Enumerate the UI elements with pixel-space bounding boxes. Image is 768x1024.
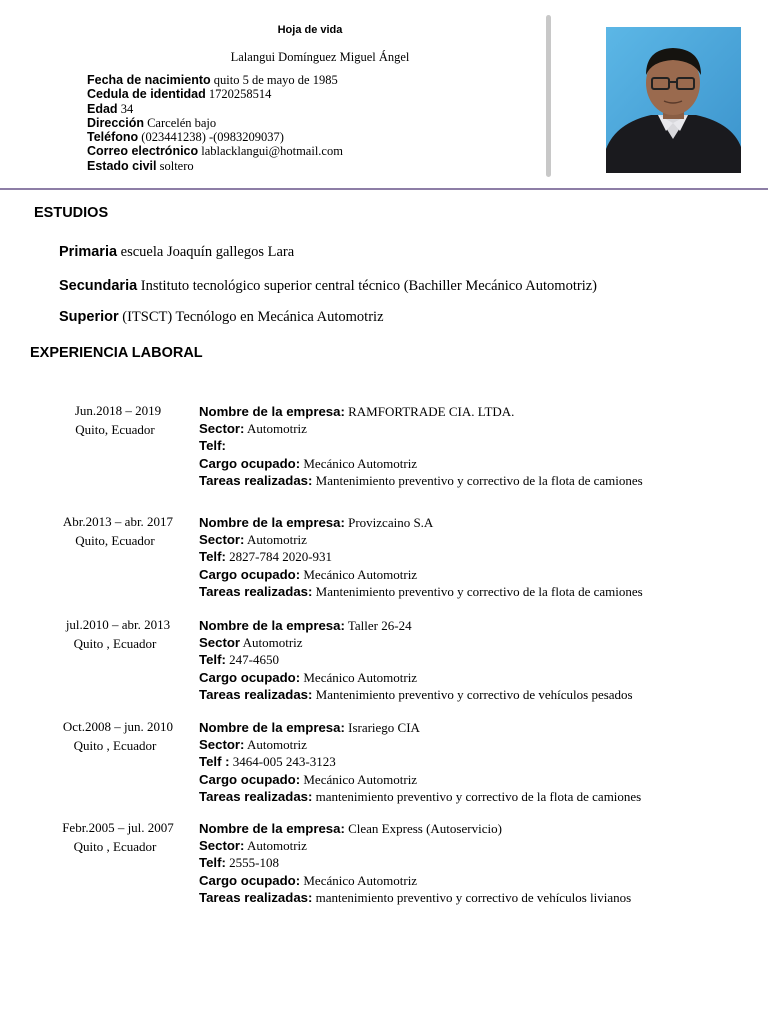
- job-phone: [199, 548, 643, 565]
- job-field-value: mantenimiento preventivo y correctivo de la flota de camiones: [315, 788, 642, 804]
- info-label: Dirección: [87, 115, 144, 130]
- job-company: [199, 514, 643, 531]
- job-field-value: Provizcaino S.A: [348, 515, 434, 530]
- job-dates: Febr.2005 – jul. 2007: [62, 820, 174, 835]
- job-fields: [199, 719, 641, 805]
- job-position: [199, 566, 643, 583]
- job-field-label: Nombre de la empresa:: [199, 618, 345, 633]
- job-field-label: Cargo ocupado:: [199, 669, 301, 685]
- job-field-value: Mantenimiento preventivo y correctivo de la flota de camiones: [315, 472, 643, 488]
- job-field-value: Mecánico Automotriz: [303, 771, 418, 787]
- study-label: Secundaria: [59, 278, 138, 294]
- job-company: [199, 719, 641, 736]
- study-value: (ITSCT) Tecnólogo en Mecánica Automotriz: [122, 309, 384, 325]
- job-field-label: Tareas realizadas:: [199, 583, 313, 599]
- job-dates: Jun.2018 – 2019: [74, 403, 162, 418]
- job-field-label: Cargo ocupado:: [199, 566, 301, 582]
- job-company: [199, 617, 633, 634]
- job-field-value: Mecánico Automotriz: [303, 566, 418, 582]
- info-label: Teléfono: [87, 130, 139, 145]
- job-field-value: 247-4650: [229, 652, 279, 668]
- job-field-label: Cargo ocupado:: [199, 771, 301, 787]
- info-row-id: [87, 87, 343, 101]
- job-field-value: 2555-108: [229, 855, 279, 871]
- job-field-label: Cargo ocupado:: [199, 872, 301, 888]
- person-name: Lalangui Domínguez Miguel Ángel: [230, 50, 410, 64]
- job-field-value: Automotriz: [246, 737, 307, 753]
- profile-photo: [606, 27, 741, 173]
- job-field-label: Telf:: [199, 549, 226, 565]
- job-field-label: Telf :: [199, 754, 230, 770]
- job-place: Quito, Ecuador: [75, 422, 155, 437]
- job-position: [199, 669, 633, 686]
- job-sector: [199, 837, 631, 854]
- job-field-value: mantenimiento preventivo y correctivo de vehículos livianos: [315, 889, 632, 905]
- study-value: escuela Joaquín gallegos Lara: [120, 244, 295, 260]
- job-field-label: Tareas realizadas:: [199, 788, 313, 804]
- document-title: Hoja de vida: [277, 24, 343, 36]
- job-field-label: Cargo ocupado:: [199, 455, 301, 471]
- job-field-value: Mecánico Automotriz: [303, 455, 418, 471]
- job-field-label: Nombre de la empresa:: [199, 821, 345, 836]
- info-value: 34: [120, 101, 134, 116]
- job-position: [199, 872, 631, 889]
- job-field-label: Tareas realizadas:: [199, 686, 313, 702]
- job-entry: [0, 403, 768, 495]
- job-phone: [199, 651, 633, 668]
- info-value: (023441238) -(0983209037): [141, 130, 284, 145]
- job-field-label: Nombre de la empresa:: [199, 404, 345, 419]
- info-row-birthdate: [87, 73, 343, 87]
- info-label: Estado civil: [87, 158, 157, 173]
- info-row-phone: [87, 130, 343, 144]
- info-value: quito 5 de mayo de 1985: [213, 73, 338, 87]
- job-position: [199, 455, 643, 472]
- info-row-email: [87, 144, 343, 158]
- job-fields: [199, 514, 643, 600]
- job-tasks: [199, 889, 631, 906]
- vertical-divider: [546, 15, 551, 177]
- job-place: Quito , Ecuador: [73, 636, 157, 651]
- info-label: Cedula de identidad: [87, 87, 206, 102]
- job-field-value: Automotriz: [246, 838, 307, 854]
- study-primary: [59, 244, 294, 261]
- personal-info: [87, 73, 343, 173]
- job-entry: [0, 514, 768, 606]
- job-sector: [199, 736, 641, 753]
- job-entry: [0, 719, 768, 811]
- job-field-label: Sector: [199, 635, 241, 651]
- job-field-value: Mecánico Automotriz: [303, 872, 418, 888]
- job-field-label: Telf:: [199, 438, 226, 454]
- job-field-value: Clean Express (Autoservicio): [348, 821, 502, 836]
- job-field-value: 2827-784 2020-931: [229, 549, 333, 565]
- job-phone: [199, 854, 631, 871]
- job-tasks: [199, 788, 641, 805]
- job-field-value: Automotriz: [246, 532, 307, 548]
- job-tasks: [199, 583, 643, 600]
- job-company: [199, 820, 631, 837]
- job-entry: [0, 617, 768, 709]
- job-sector: [199, 634, 633, 651]
- job-fields: [199, 617, 633, 703]
- job-tasks: [199, 472, 643, 489]
- job-fields: [199, 403, 643, 489]
- job-field-label: Sector:: [199, 421, 245, 437]
- info-row-address: [87, 116, 343, 130]
- job-sector: [199, 420, 643, 437]
- job-field-value: 3464-005 243-3123: [232, 754, 336, 770]
- info-row-age: [87, 102, 343, 116]
- job-field-label: Sector:: [199, 737, 245, 753]
- job-sector: [199, 531, 643, 548]
- job-field-value: Mantenimiento preventivo y correctivo de la flota de camiones: [315, 583, 643, 599]
- job-tasks: [199, 686, 633, 703]
- job-field-value: RAMFORTRADE CIA. LTDA.: [348, 404, 515, 419]
- info-value: Carcelén bajo: [147, 115, 217, 130]
- job-place: Quito, Ecuador: [75, 533, 155, 548]
- studies-heading: ESTUDIOS: [34, 205, 109, 221]
- job-phone: [199, 437, 643, 454]
- job-field-label: Sector:: [199, 532, 245, 548]
- job-dates: Abr.2013 – abr. 2017: [62, 514, 174, 529]
- info-value: soltero: [159, 158, 194, 173]
- job-field-value: Taller 26-24: [347, 618, 412, 633]
- job-phone: [199, 753, 641, 770]
- job-entry: [0, 820, 768, 912]
- job-field-label: Tareas realizadas:: [199, 472, 313, 488]
- job-place: Quito , Ecuador: [73, 738, 157, 753]
- study-higher: [59, 309, 384, 326]
- study-value: Instituto tecnológico superior central técnico (Bachiller Mecánico Automotriz): [140, 278, 597, 294]
- study-label: Superior: [59, 309, 119, 325]
- job-place: Quito , Ecuador: [73, 839, 157, 854]
- study-label: Primaria: [59, 244, 118, 260]
- job-field-value: Mecánico Automotriz: [303, 669, 418, 685]
- job-field-label: Nombre de la empresa:: [199, 515, 345, 530]
- job-dates: Oct.2008 – jun. 2010: [62, 719, 174, 734]
- job-field-label: Nombre de la empresa:: [199, 720, 345, 735]
- job-field-value: Israriego CIA: [348, 720, 420, 735]
- header-separator: [0, 188, 768, 190]
- job-company: [199, 403, 643, 420]
- job-field-label: Tareas realizadas:: [199, 889, 313, 905]
- info-label: Edad: [87, 101, 118, 116]
- job-field-label: Sector:: [199, 838, 245, 854]
- study-secondary: [59, 278, 597, 295]
- info-value: 1720258514: [208, 87, 272, 102]
- info-label: Fecha de nacimiento: [87, 73, 211, 87]
- info-label: Correo electrónico: [87, 144, 199, 159]
- profile-photo-image: [606, 27, 741, 173]
- job-field-label: Telf:: [199, 652, 226, 668]
- job-fields: [199, 820, 631, 906]
- job-field-value: Mantenimiento preventivo y correctivo de vehículos pesados: [315, 686, 633, 702]
- job-dates: jul.2010 – abr. 2013: [65, 617, 171, 632]
- job-field-value: Automotriz: [242, 635, 303, 651]
- job-field-label: Telf:: [199, 855, 226, 871]
- info-row-civil-status: [87, 159, 343, 173]
- job-position: [199, 771, 641, 788]
- job-field-value: Automotriz: [246, 421, 307, 437]
- info-value: lablacklangui@hotmail.com: [201, 144, 343, 159]
- experience-heading: EXPERIENCIA LABORAL: [30, 345, 203, 361]
